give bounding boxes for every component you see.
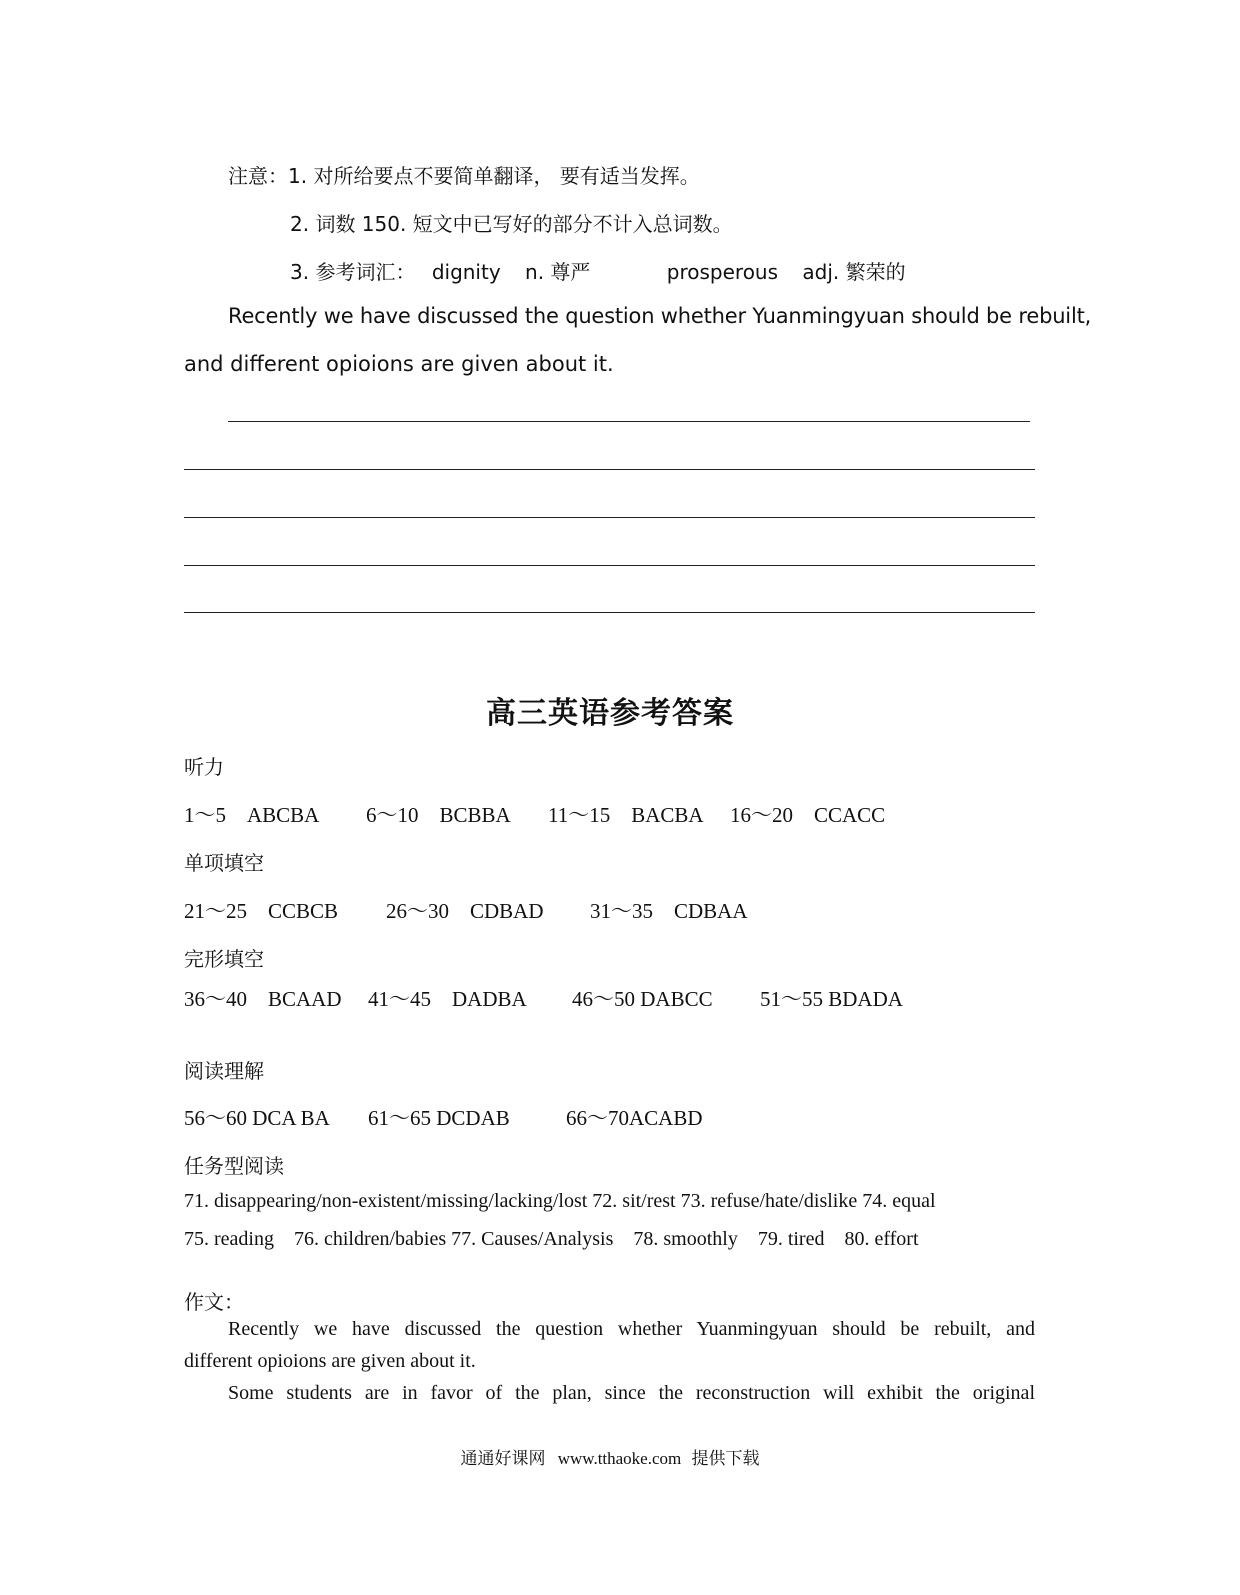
answer-group: 41～45 DADBA bbox=[368, 987, 527, 1011]
answer-group: 31～35 CDBAA bbox=[590, 899, 748, 923]
answer-group: 66～70ACABD bbox=[566, 1106, 703, 1130]
cloze-answers bbox=[184, 983, 903, 1013]
page-footer bbox=[0, 1444, 1220, 1469]
task-reading-heading: 任务型阅读 bbox=[184, 1154, 284, 1178]
single-choice-answers bbox=[184, 895, 748, 925]
writing-paragraph-1-line-2: different opioions are given about it. bbox=[184, 1350, 476, 1372]
answer-group: 11～15 BACBA bbox=[548, 803, 704, 827]
writing-line-5 bbox=[184, 612, 1035, 613]
note-item-1: 1. 对所给要点不要简单翻译， 要有适当发挥。 bbox=[288, 164, 700, 188]
vocab-word-dignity: dignity bbox=[431, 260, 501, 284]
note-line-3 bbox=[290, 256, 906, 285]
reading-answers bbox=[184, 1102, 703, 1132]
cloze-heading: 完形填空 bbox=[184, 947, 264, 971]
listening-answers bbox=[184, 799, 885, 829]
answer-group: 36～40 BCAAD bbox=[184, 987, 342, 1011]
note-label: 注意： bbox=[228, 164, 288, 188]
answer-key-title: 高三英语参考答案 bbox=[486, 696, 734, 731]
writing-paragraph-1-line-1: Recently we have discussed the question whether Yuanmingyuan should be rebuilt, and bbox=[228, 1318, 1035, 1340]
listening-heading: 听力 bbox=[184, 755, 224, 779]
answer-group: 51～55 BDADA bbox=[760, 987, 903, 1011]
reading-heading: 阅读理解 bbox=[184, 1059, 264, 1083]
note-item-3-prefix: 3. 参考词汇： bbox=[290, 260, 416, 284]
writing-line-4 bbox=[184, 565, 1035, 566]
writing-line-1 bbox=[228, 421, 1030, 422]
writing-line-2 bbox=[184, 469, 1035, 470]
task-reading-line-2: 75. reading 76. children/babies 77. Causes/Analysis 78. smoothly 79. tired 80. effort bbox=[184, 1228, 919, 1250]
footer-site-name: 通通好课网 bbox=[460, 1449, 546, 1469]
answer-group: 56～60 DCA BA bbox=[184, 1106, 330, 1130]
answer-group: 6～10 BCBBA bbox=[366, 803, 511, 827]
footer-suffix: 提供下载 bbox=[691, 1449, 760, 1469]
note-line-1 bbox=[228, 160, 700, 189]
writing-line-3 bbox=[184, 517, 1035, 518]
writing-heading: 作文： bbox=[184, 1290, 244, 1314]
task-reading-line-1: 71. disappearing/non-existent/missing/lacking/lost 72. sit/rest 73. refuse/hate/dislike 74. equal bbox=[184, 1190, 936, 1212]
footer-url[interactable]: www.tthaoke.com bbox=[557, 1449, 682, 1468]
vocab-word-prosperous: prosperous bbox=[666, 260, 779, 284]
answer-group: 16～20 CCACC bbox=[730, 803, 886, 827]
vocab-pos-prosperous: adj. 繁荣的 bbox=[802, 260, 906, 284]
answer-group: 26～30 CDBAD bbox=[386, 899, 544, 923]
essay-prompt-line-2: and different opioions are given about it. bbox=[184, 352, 614, 376]
vocab-pos-dignity: n. 尊严 bbox=[525, 260, 591, 284]
single-choice-heading: 单项填空 bbox=[184, 851, 264, 875]
essay-prompt-line-1: Recently we have discussed the question whether Yuanmingyuan should be rebuilt, bbox=[228, 304, 1092, 328]
answer-group: 1～5 ABCBA bbox=[184, 803, 320, 827]
answer-group: 46～50 DABCC bbox=[572, 987, 713, 1011]
answer-group: 21～25 CCBCB bbox=[184, 899, 339, 923]
note-item-2: 2. 词数 150. 短文中已写好的部分不计入总词数。 bbox=[290, 212, 733, 236]
writing-paragraph-2-line-1: Some students are in favor of the plan, since the reconstruction will exhibit the original bbox=[228, 1382, 1035, 1404]
answer-group: 61～65 DCDAB bbox=[368, 1106, 510, 1130]
